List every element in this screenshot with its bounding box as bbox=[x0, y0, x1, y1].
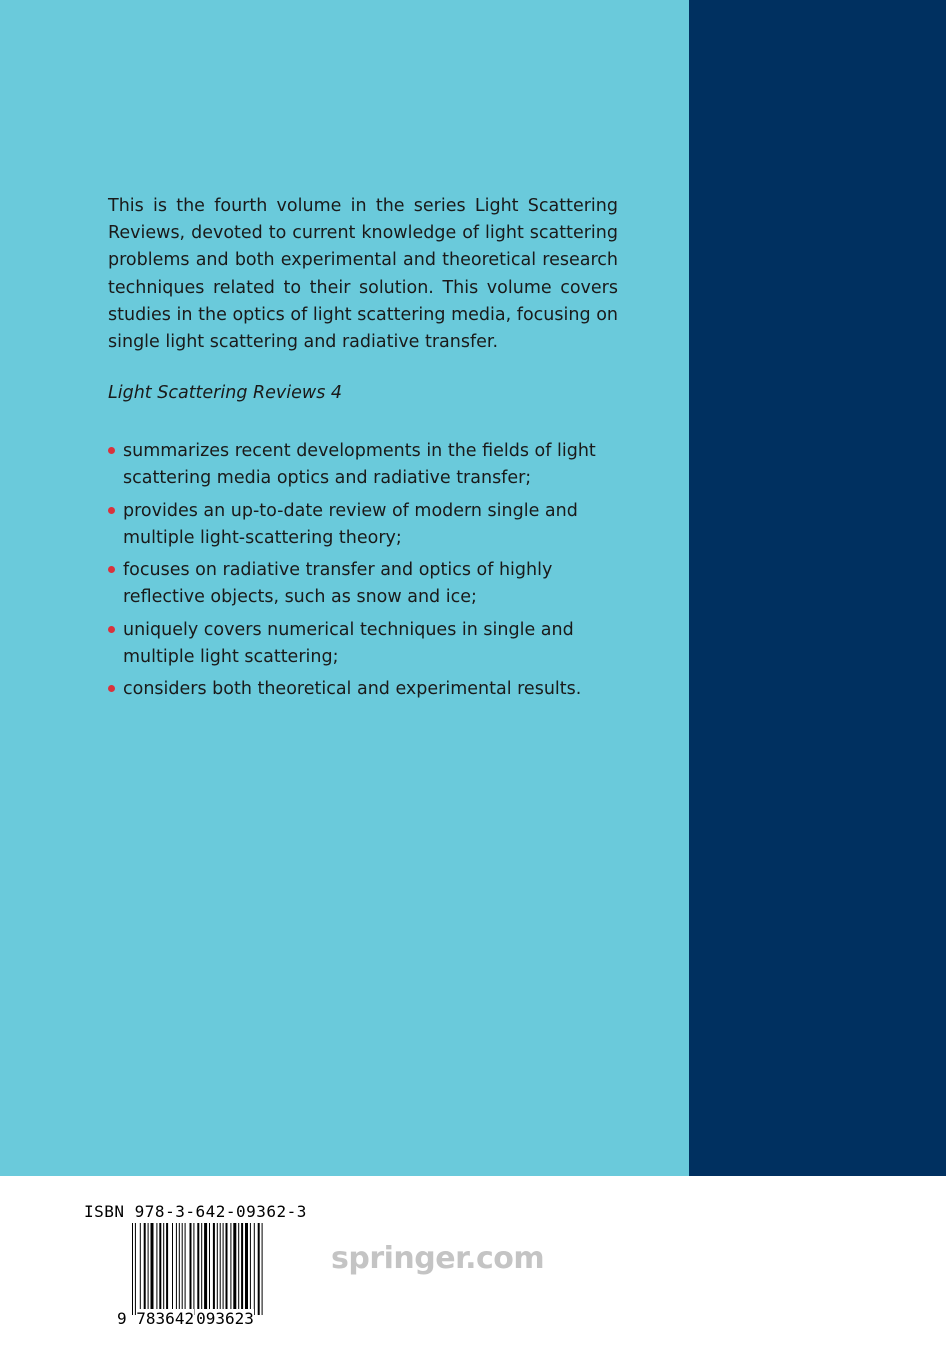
list-item bbox=[108, 617, 623, 671]
bullet-icon bbox=[108, 685, 115, 692]
isbn-label: ISBN 978-3-642-09362-3 bbox=[84, 1202, 307, 1221]
barcode-bar bbox=[185, 1223, 186, 1315]
barcode-bar bbox=[204, 1223, 207, 1315]
barcode-bar bbox=[209, 1223, 210, 1315]
bullet-icon bbox=[108, 507, 115, 514]
barcode-bar bbox=[226, 1223, 228, 1315]
publisher-url: springer.com bbox=[331, 1241, 545, 1276]
barcode-bar bbox=[135, 1223, 136, 1315]
barcode-bar bbox=[148, 1223, 149, 1315]
barcode-bar bbox=[250, 1223, 251, 1315]
barcode-bar bbox=[245, 1223, 248, 1315]
barcode-bar bbox=[190, 1223, 192, 1315]
barcode-bar bbox=[241, 1223, 243, 1315]
barcode-bar bbox=[220, 1223, 221, 1315]
barcode-bar bbox=[217, 1223, 218, 1315]
barcode-bar bbox=[230, 1223, 231, 1315]
barcode-digits-left: 783642 bbox=[136, 1309, 195, 1328]
bullet-icon bbox=[108, 447, 115, 454]
list-item-text: considers both theoretical and experimental results. bbox=[123, 679, 582, 699]
barcode-bar bbox=[262, 1223, 263, 1315]
list-item-text: uniquely covers numerical techniques in single and multiple light scattering; bbox=[123, 619, 574, 667]
barcode-bar bbox=[182, 1223, 183, 1315]
barcode-bar bbox=[151, 1223, 154, 1315]
barcode bbox=[132, 1223, 264, 1315]
bullet-icon bbox=[108, 626, 115, 633]
barcode-bar bbox=[213, 1223, 215, 1315]
barcode-bar bbox=[159, 1223, 161, 1315]
barcode-bar bbox=[172, 1223, 173, 1315]
barcode-bar bbox=[193, 1223, 194, 1315]
barcode-bar bbox=[166, 1223, 168, 1315]
barcode-bar bbox=[163, 1223, 164, 1315]
barcode-bar bbox=[233, 1223, 236, 1315]
barcode-bar bbox=[176, 1223, 177, 1315]
book-title-italic: Light Scattering Reviews 4 bbox=[108, 383, 343, 403]
barcode-bar bbox=[223, 1223, 224, 1315]
barcode-bar bbox=[197, 1223, 199, 1315]
book-description: This is the fourth volume in the series Light Scattering Reviews, devoted to current knowledge of light scattering problems and both experimental and theoretical research techniques related to their solution. This volume covers studies in the optics of light scattering media, focusing on single light scattering and radiative transfer. bbox=[108, 196, 618, 353]
list-item bbox=[108, 557, 623, 611]
barcode-digits bbox=[117, 1309, 254, 1328]
barcode-bar bbox=[238, 1223, 239, 1315]
barcode-bar bbox=[201, 1223, 202, 1315]
feature-list bbox=[108, 438, 623, 709]
barcode-bar bbox=[144, 1223, 146, 1315]
list-item-text: summarizes recent developments in the fields of light scattering media optics and radiative transfer; bbox=[123, 441, 596, 488]
barcode-bar bbox=[140, 1223, 141, 1315]
barcode-bar bbox=[254, 1223, 255, 1315]
list-item bbox=[108, 498, 623, 552]
barcode-bar bbox=[132, 1223, 133, 1315]
barcode-bar bbox=[156, 1223, 157, 1315]
barcode-digit-first: 9 bbox=[117, 1309, 127, 1328]
barcode-bar bbox=[179, 1223, 180, 1315]
list-item-text: provides an up-to-date review of modern single and multiple light-scattering theory; bbox=[123, 500, 578, 548]
list-item bbox=[108, 676, 623, 703]
list-item bbox=[108, 438, 623, 492]
barcode-bar bbox=[258, 1223, 260, 1315]
bullet-icon bbox=[108, 566, 115, 573]
cover-spine-dark-panel bbox=[689, 0, 946, 1176]
barcode-digits-right: 093623 bbox=[196, 1309, 254, 1328]
list-item-text: focuses on radiative transfer and optics of highly reflective objects, such as snow and ice; bbox=[123, 560, 553, 607]
